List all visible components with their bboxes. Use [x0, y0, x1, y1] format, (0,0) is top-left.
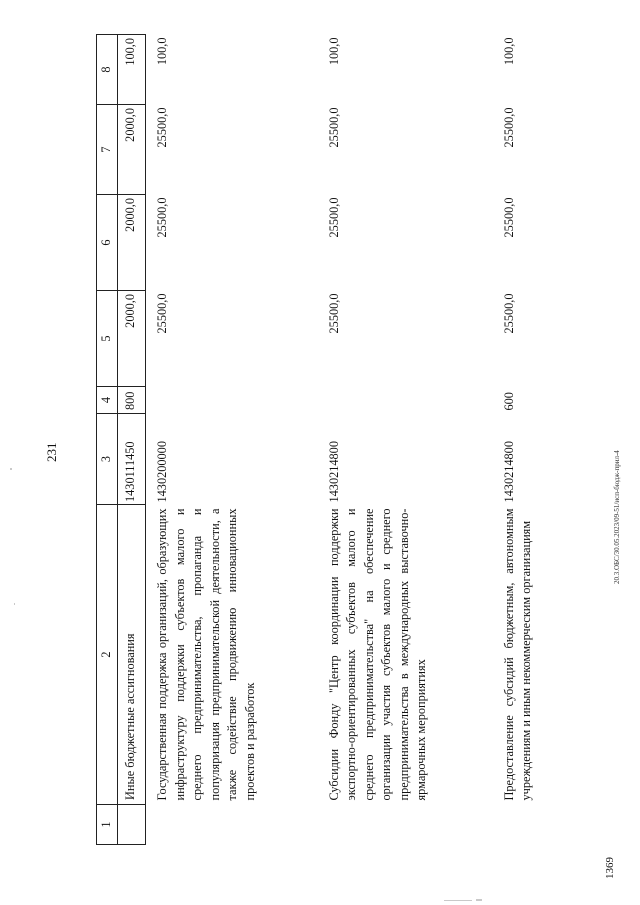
scan-mark: [476, 899, 482, 901]
row-type: [318, 387, 493, 414]
row-code: 1430214800: [501, 441, 516, 503]
row-name: Государственная поддержка организаций, образующих инфраструктуру поддержки субъектов малого и среднего предпринимательства, пропаганда и популяризация предпринимательской деятельности, а также содействие продвижению инновационных проектов и разработок: [155, 508, 257, 801]
table-cell: [146, 805, 318, 845]
column-number: 7: [97, 105, 118, 195]
scan-mark: [14, 603, 15, 605]
row-value-5: 25500,0: [155, 293, 169, 334]
document-side-note: 20.3.ОБС/30.05.2023/09-51/исп-бюдж-прил-4: [613, 450, 621, 584]
row-name: Предоставление субсидий бюджетным, автономным учреждениям и иным некоммерческим организациям: [501, 508, 534, 801]
row-value-5: 25500,0: [501, 293, 516, 334]
row-value-7: 2000,0: [118, 105, 146, 195]
table-row: [493, 35, 617, 845]
row-name: Иные бюджетные ассигнования: [118, 505, 146, 805]
column-number: 5: [97, 291, 118, 387]
row-value-7: 25500,0: [501, 107, 516, 148]
row-value-5: 2000,0: [118, 291, 146, 387]
row-code: 1430111450: [118, 414, 146, 505]
column-number-row: [97, 35, 118, 845]
row-value-6: 25500,0: [155, 197, 169, 238]
table-row: [146, 35, 318, 845]
row-value-8: 100,0: [155, 37, 169, 66]
budget-table: [96, 34, 616, 845]
row-type: 800: [118, 387, 146, 414]
row-value-6: 25500,0: [501, 197, 516, 238]
table-row: [318, 35, 493, 845]
row-type: [146, 387, 318, 414]
scan-mark: [444, 900, 472, 901]
column-number: 8: [97, 35, 118, 105]
table-cell: [318, 805, 493, 845]
row-name: Субсидии Фонду "Центр координации поддержки экспортно-ориентированных субъектов малого и среднего предпринимательства" на обеспечение организации участия субъектов малого и среднего предпринимательства в международных выставочно-ярмарочных мероприятиях: [326, 508, 429, 801]
bottom-page-number: 1369: [604, 857, 616, 879]
column-number: 4: [97, 387, 118, 414]
table-cell: [493, 805, 617, 845]
column-number: 2: [97, 505, 118, 805]
row-code: 1430200000: [155, 441, 169, 503]
row-value-8: 100,0: [118, 35, 146, 105]
table-row: [118, 35, 146, 845]
row-value-8: 100,0: [326, 37, 341, 66]
row-value-5: 25500,0: [326, 293, 341, 334]
row-value-6: 25500,0: [326, 197, 341, 238]
table-cell: [118, 805, 146, 845]
column-number: 6: [97, 195, 118, 291]
page-number: 231: [44, 442, 59, 462]
column-number: 3: [97, 414, 118, 505]
row-code: 1430214800: [326, 441, 341, 503]
column-number: 1: [97, 805, 118, 845]
row-value-7: 25500,0: [326, 107, 341, 148]
row-value-8: 100,0: [501, 37, 516, 66]
row-value-7: 25500,0: [155, 107, 169, 148]
row-type: 600: [501, 392, 516, 411]
scan-mark: [10, 468, 12, 470]
row-value-6: 2000,0: [118, 195, 146, 291]
